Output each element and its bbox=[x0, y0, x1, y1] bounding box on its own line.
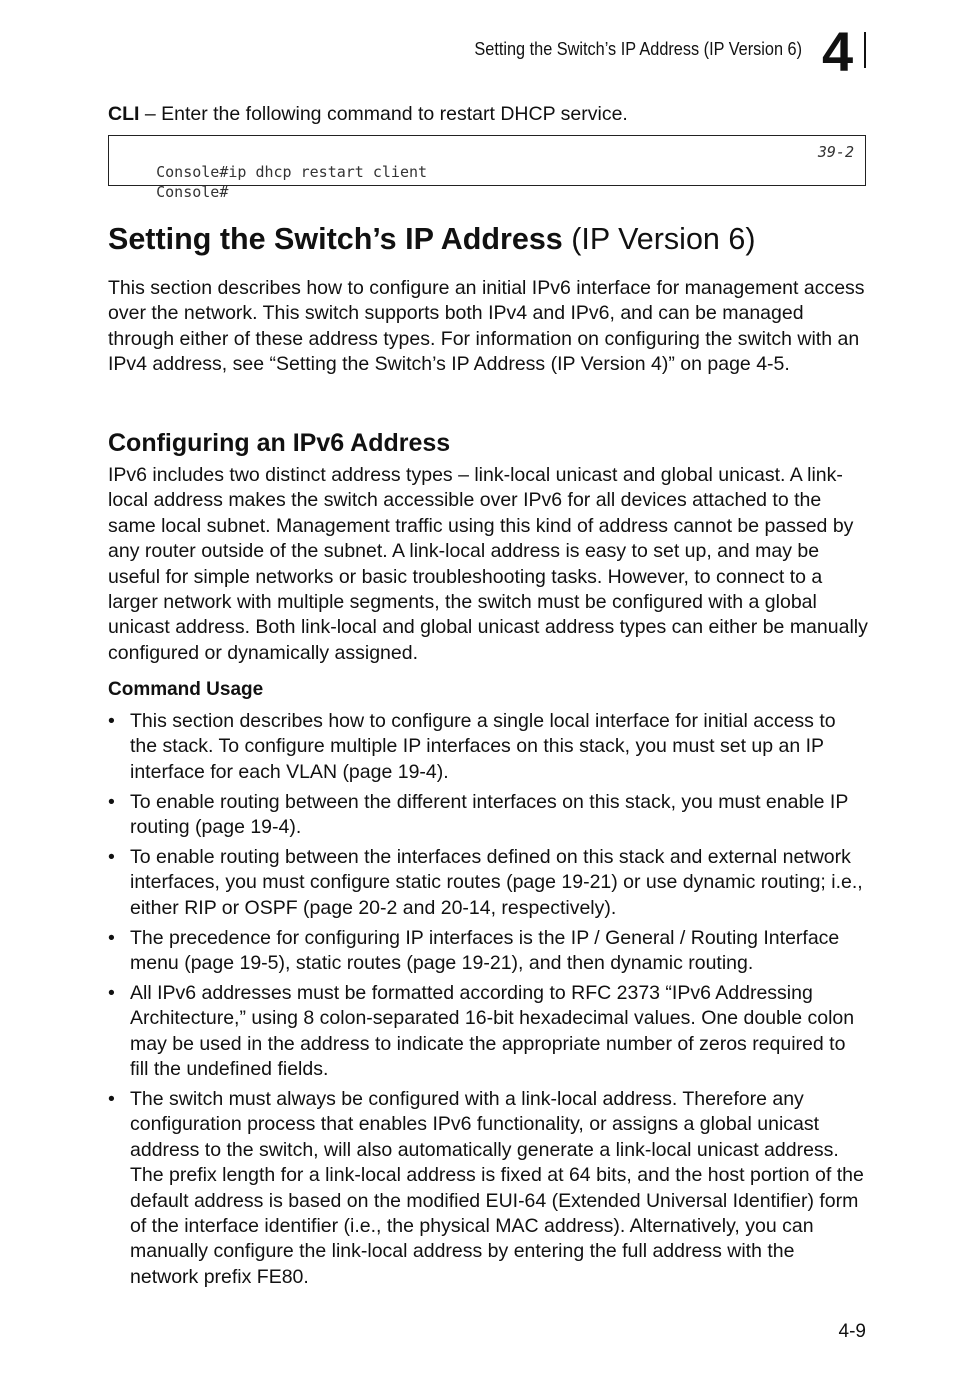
bullet-icon: • bbox=[108, 710, 115, 732]
list-item bbox=[108, 981, 868, 1083]
list-item bbox=[108, 790, 868, 841]
list-item-text: All IPv6 addresses must be formatted according to RFC 2373 “IPv6 Addressing Architecture,” using 8 colon-separated 16-bit hexadecimal values. One double colon may be used in the address to indicate the appropriate number of zeros required to fill the undefined fields. bbox=[130, 982, 855, 1081]
list-item bbox=[108, 709, 868, 785]
code-line-text: Console# bbox=[156, 183, 229, 201]
code-block bbox=[108, 135, 866, 201]
command-usage-heading: Command Usage bbox=[108, 679, 264, 700]
list-item-text: To enable routing between the different interfaces on this stack, you must enable IP routing (page 19-4). bbox=[130, 791, 848, 839]
code-line-text: Console#ip dhcp restart client bbox=[156, 163, 428, 181]
bullet-icon: • bbox=[108, 846, 115, 868]
code-reference: 39-2 bbox=[817, 143, 854, 161]
subsection-title: Configuring an IPv6 Address bbox=[108, 429, 451, 457]
list-item-text: The precedence for configuring IP interfaces is the IP / General / Routing Interface menu (page 19-5), static routes (page 19-21), and then dynamic routing. bbox=[130, 927, 840, 975]
section-title bbox=[108, 220, 755, 258]
list-item-text: To enable routing between the interfaces defined on this stack and external network interfaces, you must configure static routes (page 19-21) or use dynamic routing; i.e., either RIP or OSPF (page 20-2 and 20-14, respectively). bbox=[130, 846, 863, 919]
section-title-bold: Setting the Switch’s IP Address bbox=[108, 222, 563, 256]
bullet-icon: • bbox=[108, 982, 115, 1004]
list-item bbox=[108, 926, 868, 977]
running-header: Setting the Switch’s IP Address (IP Version 6) bbox=[474, 38, 802, 59]
chapter-number: 4 bbox=[822, 20, 854, 83]
bullet-icon: • bbox=[108, 1088, 115, 1110]
bullet-icon: • bbox=[108, 927, 115, 949]
section-intro-paragraph: This section describes how to configure an initial IPv6 interface for management access over the network. This switch supports both IPv4 and IPv6, and can be managed through either of these address types. For information on configuring the switch with an IPv4 address, see “Setting the Switch’s IP Address (IP Version 4)” on page 4-5. bbox=[108, 277, 865, 376]
bullet-icon: • bbox=[108, 791, 115, 813]
code-line bbox=[120, 142, 854, 181]
list-item bbox=[108, 1087, 868, 1290]
list-item-text: This section describes how to configure a single local interface for initial access to the stack. To configure multiple IP interfaces on this stack, you must set up an IP interface for each VLAN (page 19-4). bbox=[130, 710, 836, 783]
subsection-paragraph: IPv6 includes two distinct address types – link-local unicast and global unicast. A link-local address makes the switch accessible over IPv6 for all devices attached to the same local subnet. Management traffic using this kind of address cannot be passed by any router outside of the subnet. A link-local address is easy to set up, and may be useful for simple networks or basic troubleshooting tasks. However, to connect to a larger network with multiple segments, the switch must be configured with a global unicast address. Both link-local and global unicast address types can either be manually configured or dynamically assigned. bbox=[108, 464, 868, 664]
list-item-text: The switch must always be configured with a link-local address. Therefore any configuration process that enables IPv6 functionality, or assigns a global unicast address to the switch, will also automatically generate a link-local unicast address. The prefix length for a link-local address is fixed at 64 bits, and the host portion of the default address is based on the modified EUI-64 (Extended Universal Identifier) form of the interface identifier (i.e., the physical MAC address). Alternatively, you can manually configure the link-local address by entering the full address with the network prefix FE80. bbox=[130, 1088, 864, 1288]
section-title-regular: (IP Version 6) bbox=[562, 222, 756, 256]
cli-instruction-text: – Enter the following command to restart DHCP service. bbox=[139, 103, 628, 125]
cli-label: CLI bbox=[108, 103, 140, 125]
cli-instruction bbox=[108, 102, 628, 126]
page-number: 4-9 bbox=[838, 1321, 866, 1342]
chapter-divider bbox=[864, 32, 866, 68]
list-item bbox=[108, 845, 868, 921]
code-line bbox=[120, 162, 854, 201]
